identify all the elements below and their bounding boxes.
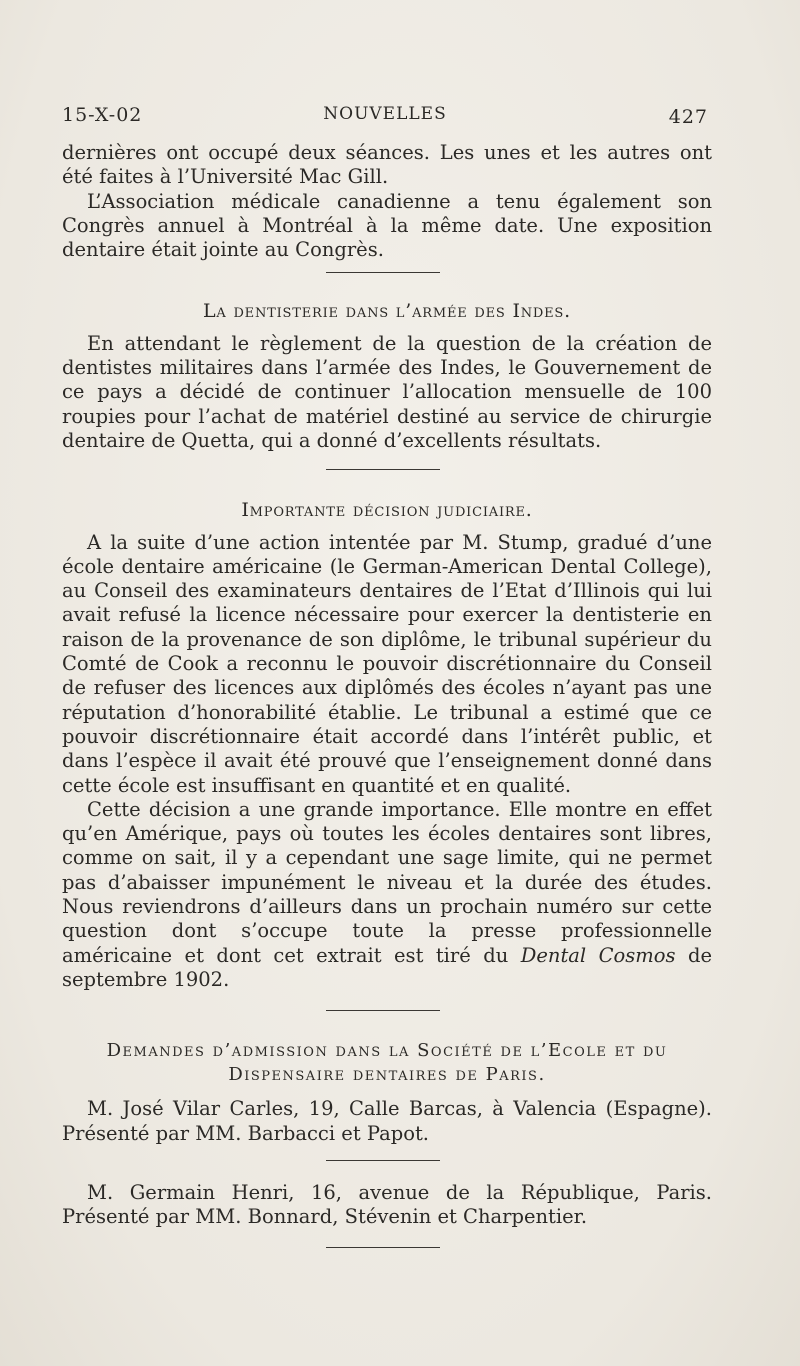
entry-divider xyxy=(326,1160,440,1161)
issue-date: 15-X-02 xyxy=(62,104,143,126)
journal-title: Dental Cosmos xyxy=(520,943,676,967)
page-number: 427 xyxy=(668,106,708,128)
heading-demandes-admission xyxy=(62,1039,712,1087)
section-title: NOUVELLES xyxy=(323,104,447,124)
judiciaire-paragraph-1: A la suite d’une action intentée par M. Stump, gradué d’une école dentaire américaine (le German-American Dental College), au Conseil des examinateurs dentaires de l’Etat d’Illinois qui lui avait refusé la licence nécessaire pour exercer la dentisterie en raison de la provenance de son diplôme, le tribunal supérieur du Comté de Cook a reconnu le pouvoir discrétionnaire du Conseil de refuser des licences aux diplômés des écoles n’ayant pas une réputation d’honorabilité établie. Le tribunal a estimé que ce pouvoir discrétionnaire était accordé dans l’intérêt public, et dans l’espèce il avait été prouvé que l’enseignement donné dans cette école est insuffisant en quantité et en qualité. xyxy=(62,530,712,797)
intro-paragraph-2: L’Association médicale canadienne a tenu également son Congrès annuel à Montréal à la même date. Une exposition dentaire était jointe au Congrès. xyxy=(62,189,712,262)
section-divider xyxy=(326,1010,440,1011)
section-divider xyxy=(326,469,440,470)
heading-line-2: Dispensaire dentaires de Paris. xyxy=(228,1064,546,1086)
heading-decision-judiciaire: Importante décision judiciaire. xyxy=(241,499,533,522)
admission-entry-vilar: M. José Vilar Carles, 19, Calle Barcas, à Valencia (Espagne). Présenté par MM. Barbacci et Papot. xyxy=(62,1097,712,1145)
heading-line-1: Demandes d’admission dans la Société de l’Ecole et du xyxy=(106,1040,668,1062)
section-divider xyxy=(326,272,440,273)
heading-armee-des-indes: La dentisterie dans l’armée des Indes. xyxy=(203,300,571,323)
intro-paragraph-1: dernières ont occupé deux séances. Les unes et les autres ont été faites à l’Université Mac Gill. xyxy=(62,141,712,189)
body-text xyxy=(62,141,712,1248)
section-divider xyxy=(326,1247,440,1248)
judiciaire-paragraph-2: Cette décision a une grande importance. Elle montre en effet qu’en Amérique, pays où toutes les écoles dentaires sont libres, comme on sait, il y a cependant une sage limite, qui ne permet pas d’abaisser impunément le niveau et la durée des études. Nous reviendrons d’ailleurs dans un prochain numéro sur cette question dont s’occupe toute la presse professionnelle américaine et dont cet extrait est tiré du Dental Cosmos de septembre 1902. xyxy=(62,797,712,991)
armee-paragraph: En attendant le règlement de la question de la création de dentistes militaires dans l’armée des Indes, le Gouvernement de ce pays a décidé de continuer l’allocation mensuelle de 100 roupies pour l’achat de matériel destiné au service de chirurgie dentaire de Quetta, qui a donné d’excellents résultats. xyxy=(62,331,712,452)
running-head xyxy=(62,104,708,130)
admission-entry-germain: M. Germain Henri, 16, avenue de la République, Paris. Présenté par MM. Bonnard, Stévenin et Charpentier. xyxy=(62,1180,712,1229)
